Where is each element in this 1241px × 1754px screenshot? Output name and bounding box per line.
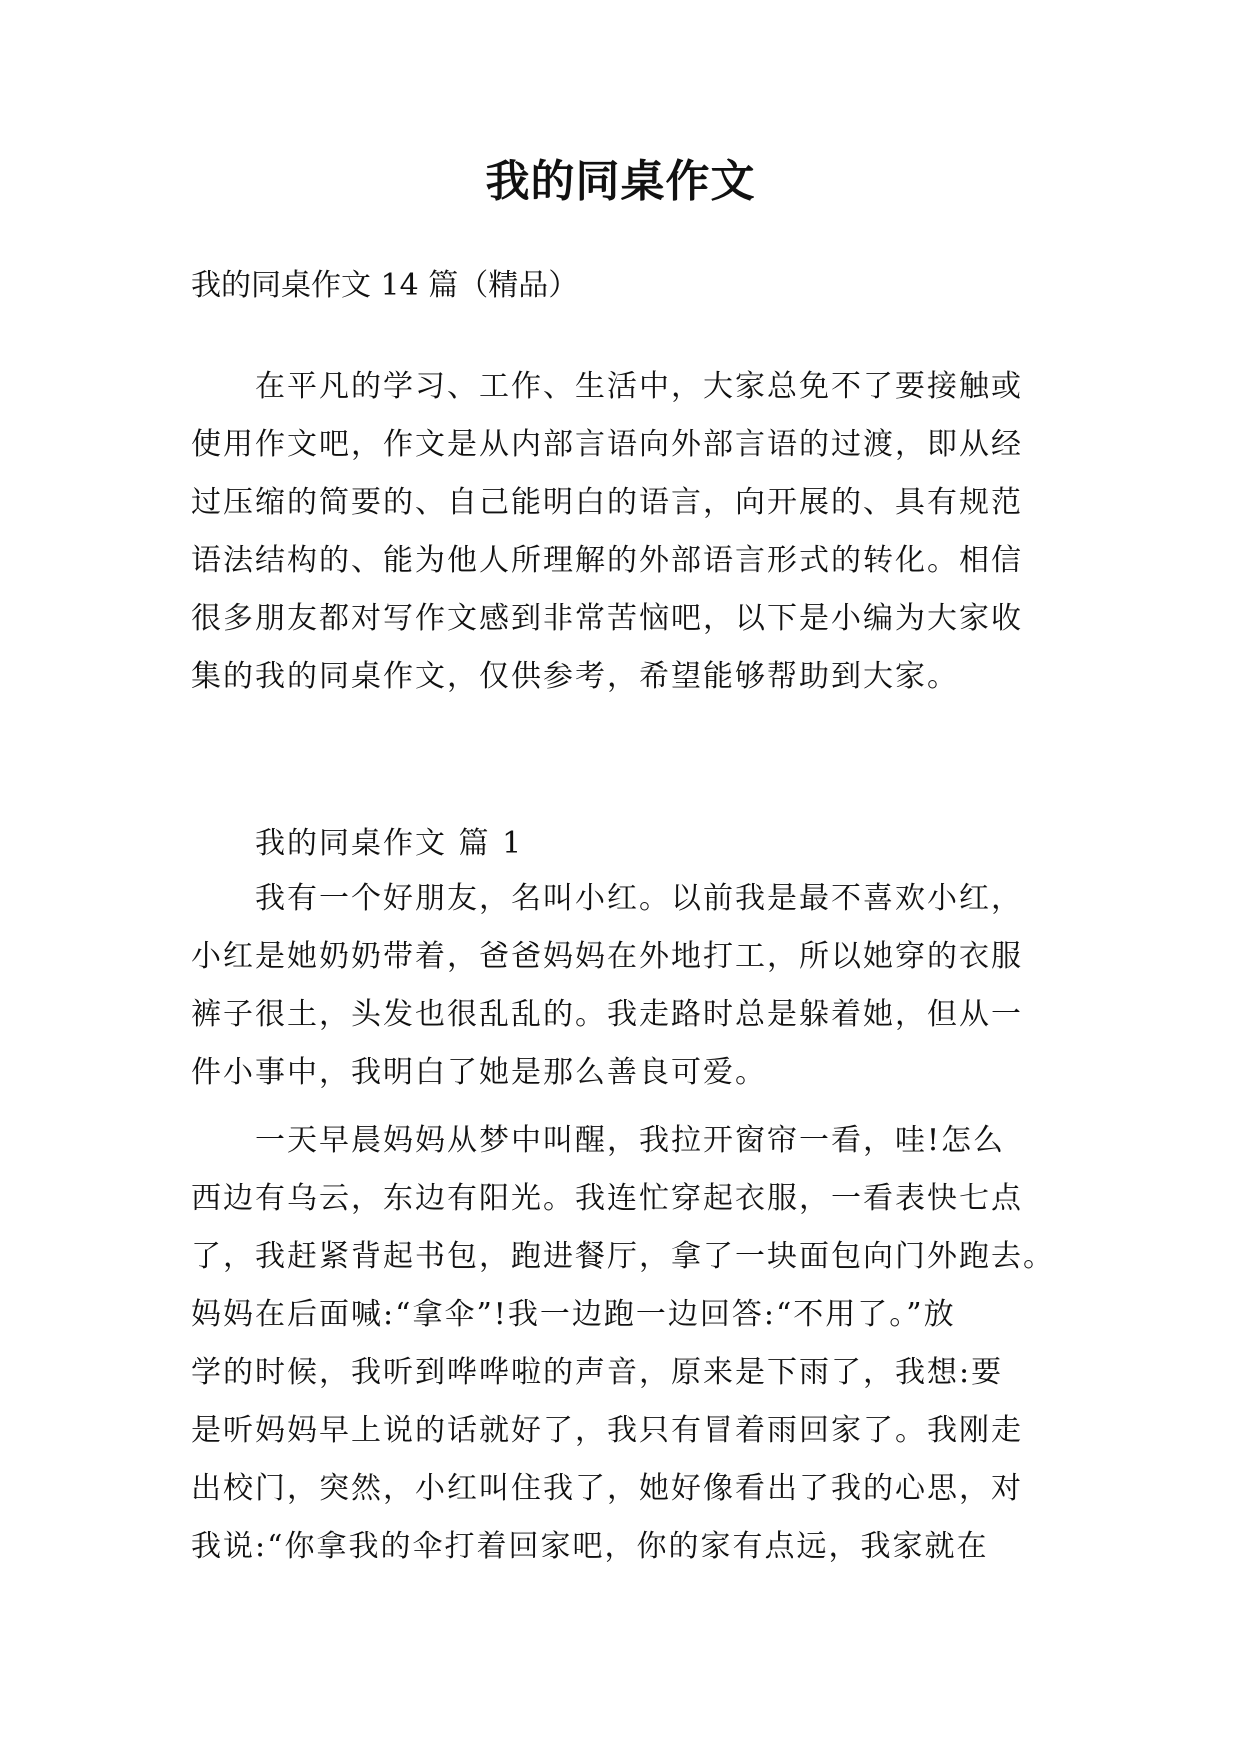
paragraph-line: 是听妈妈早上说的话就好了，我只有冒着雨回家了。我刚走 [191,1413,1023,1448]
document-title: 我的同桌作文 [485,156,756,207]
paragraph-line: 使用作文吧，作文是从内部言语向外部言语的过渡，即从经 [191,427,1023,462]
paragraph-line: 了，我赶紧背起书包，跑进餐厅，拿了一块面包向门外跑去。 [191,1239,1055,1274]
paragraph-line: 裤子很土，头发也很乱乱的。我走路时总是躲着她，但从一 [191,997,1023,1032]
paragraph-line: 出校门，突然，小红叫住我了，她好像看出了我的心思，对 [191,1471,1023,1506]
paragraph-line: 很多朋友都对写作文感到非常苦恼吧，以下是小编为大家收 [191,601,1023,636]
paragraph-line: 在平凡的学习、工作、生活中，大家总免不了要接触或 [255,369,1023,404]
paragraph-line: 我说:“你拿我的伞打着回家吧，你的家有点远，我家就在 [191,1529,989,1564]
paragraph-line: 妈妈在后面喊:“拿伞”!我一边跑一边回答:“不用了。”放 [191,1297,956,1332]
paragraph-line: 学的时候，我听到哗哗啦的声音，原来是下雨了，我想:要 [191,1355,1004,1390]
paragraph-line: 我有一个好朋友，名叫小红。以前我是最不喜欢小红， [255,881,1023,916]
body-paragraph-1 [191,870,1071,1102]
paragraph-line: 件小事中，我明白了她是那么善良可爱。 [191,1055,767,1090]
body-paragraph-2 [191,1112,1071,1576]
paragraph-line: 西边有乌云，东边有阳光。我连忙穿起衣服，一看表快七点 [191,1181,1023,1216]
paragraph-line: 语法结构的、能为他人所理解的外部语言形式的转化。相信 [191,543,1023,578]
paragraph-line: 一天早晨妈妈从梦中叫醒，我拉开窗帘一看，哇!怎么 [255,1123,1006,1158]
intro-paragraph [191,358,1071,706]
document-subtitle: 我的同桌作文 14 篇（精品） [191,268,579,303]
paragraph-line: 小红是她奶奶带着，爸爸妈妈在外地打工，所以她穿的衣服 [191,939,1023,974]
section-heading: 我的同桌作文 篇 1 [255,826,524,861]
paragraph-line: 集的我的同桌作文，仅供参考，希望能够帮助到大家。 [191,659,959,694]
paragraph-line: 过压缩的简要的、自己能明白的语言，向开展的、具有规范 [191,485,1023,520]
